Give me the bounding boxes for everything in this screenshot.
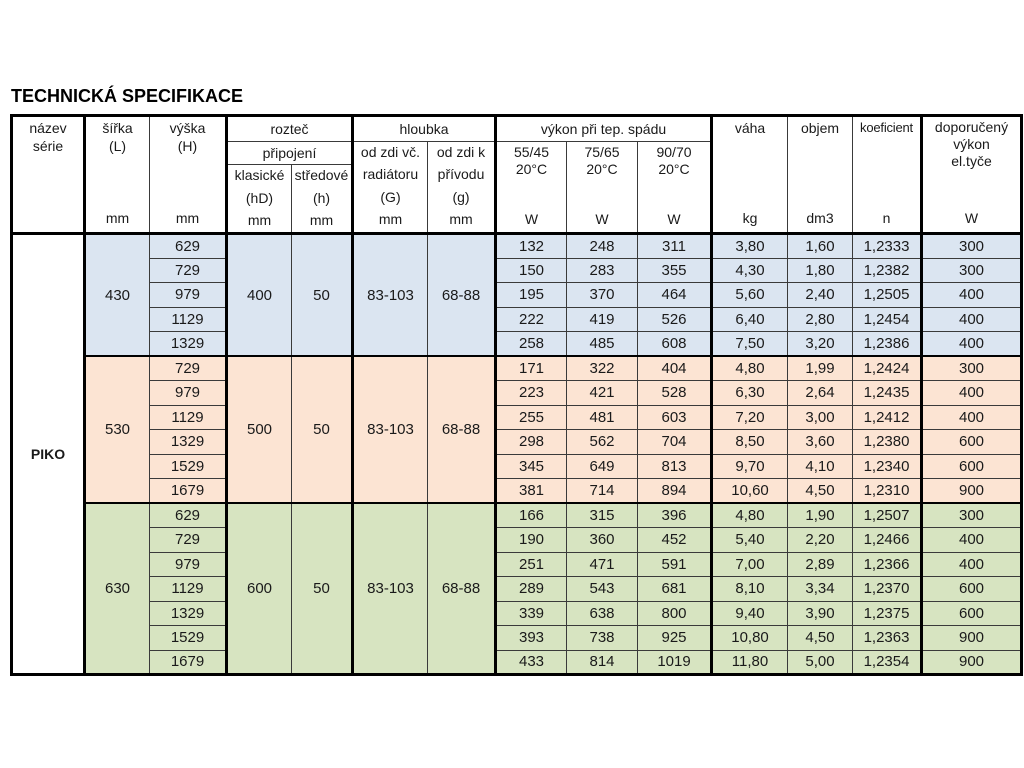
cell-vykon-7565: 471 — [567, 552, 638, 577]
header-t5545-gradient: 55/45 — [513, 144, 550, 160]
cell-vykon-7565: 649 — [567, 454, 638, 479]
cell-objem: 1,60 — [788, 234, 853, 259]
cell-hloubka-g2: 68-88 — [428, 356, 496, 503]
cell-klasicke: 500 — [227, 356, 292, 503]
cell-doporuceny-vykon: 600 — [922, 601, 1022, 626]
header-nazev-serie — [12, 116, 85, 234]
header-objem — [788, 116, 853, 234]
cell-stredove: 50 — [292, 356, 353, 503]
header-stredove-unit: mm — [309, 212, 334, 228]
cell-doporuceny-vykon: 400 — [922, 405, 1022, 430]
table-row — [12, 528, 1022, 553]
cell-vykon-5545: 166 — [496, 503, 567, 528]
cell-vykon-9070: 925 — [638, 626, 712, 651]
cell-koeficient: 1,2412 — [853, 405, 922, 430]
cell-vyska: 1129 — [150, 307, 227, 332]
cell-vaha: 7,50 — [712, 332, 788, 357]
cell-vykon-5545: 345 — [496, 454, 567, 479]
cell-vykon-5545: 255 — [496, 405, 567, 430]
header-koeficient-label: koeficient — [860, 120, 913, 135]
cell-vaha: 6,40 — [712, 307, 788, 332]
cell-doporuceny-vykon: 300 — [922, 356, 1022, 381]
cell-vaha: 4,80 — [712, 356, 788, 381]
cell-koeficient: 1,2366 — [853, 552, 922, 577]
cell-vykon-7565: 419 — [567, 307, 638, 332]
header-doporuceny-line1: doporučený — [934, 119, 1009, 135]
header-sirka-label: šířka — [102, 120, 133, 136]
cell-vyska: 1329 — [150, 332, 227, 357]
header-vykon-5545 — [496, 142, 567, 234]
cell-koeficient: 1,2375 — [853, 601, 922, 626]
cell-koeficient: 1,2454 — [853, 307, 922, 332]
header-vykon-9070 — [638, 142, 712, 234]
cell-vykon-5545: 223 — [496, 381, 567, 406]
cell-doporuceny-vykon: 300 — [922, 258, 1022, 283]
header-od-zdi-k-line1: od zdi k — [436, 144, 486, 160]
cell-objem: 3,00 — [788, 405, 853, 430]
header-doporuceny-line3: el.tyče — [951, 153, 992, 169]
cell-vykon-9070: 1019 — [638, 650, 712, 675]
cell-vyska: 979 — [150, 381, 227, 406]
header-pripojeni: připojení — [227, 142, 353, 165]
cell-objem: 2,80 — [788, 307, 853, 332]
cell-koeficient: 1,2424 — [853, 356, 922, 381]
cell-vykon-7565: 481 — [567, 405, 638, 430]
cell-vaha: 11,80 — [712, 650, 788, 675]
cell-vykon-9070: 681 — [638, 577, 712, 602]
table-row — [12, 332, 1022, 357]
cell-vaha: 4,80 — [712, 503, 788, 528]
cell-vykon-7565: 543 — [567, 577, 638, 602]
header-vykon-group: výkon při tep. spádu — [496, 116, 712, 142]
cell-vaha: 5,60 — [712, 283, 788, 308]
cell-hloubka-g: 83-103 — [353, 234, 428, 357]
cell-vykon-9070: 464 — [638, 283, 712, 308]
cell-doporuceny-vykon: 900 — [922, 650, 1022, 675]
cell-koeficient: 1,2363 — [853, 626, 922, 651]
cell-stredove: 50 — [292, 503, 353, 675]
cell-doporuceny-vykon: 300 — [922, 234, 1022, 259]
cell-vyska: 729 — [150, 528, 227, 553]
header-t5545-unit: W — [524, 211, 539, 227]
page-title: TECHNICKÁ SPECIFIKACE — [11, 86, 244, 106]
cell-klasicke: 400 — [227, 234, 292, 357]
cell-doporuceny-vykon: 600 — [922, 577, 1022, 602]
table-row — [12, 626, 1022, 651]
cell-doporuceny-vykon: 600 — [922, 454, 1022, 479]
cell-vykon-9070: 404 — [638, 356, 712, 381]
header-od-zdi-k-symbol: (g) — [452, 188, 470, 205]
header-od-zdi-vc-line1: od zdi vč. — [360, 144, 421, 160]
table-row — [12, 650, 1022, 675]
header-od-zdi-k-privodu — [428, 142, 496, 234]
header-t5545-temp: 20°C — [515, 161, 548, 177]
cell-koeficient: 1,2354 — [853, 650, 922, 675]
table-row — [12, 552, 1022, 577]
cell-vyska: 1679 — [150, 479, 227, 504]
cell-vykon-5545: 393 — [496, 626, 567, 651]
header-t7565-temp: 20°C — [586, 161, 618, 177]
header-od-zdi-vc-radiatoru — [353, 142, 428, 234]
cell-objem: 4,10 — [788, 454, 853, 479]
cell-vykon-7565: 248 — [567, 234, 638, 259]
header-roztec-group: rozteč — [227, 116, 353, 142]
cell-vykon-5545: 150 — [496, 258, 567, 283]
cell-vyska: 729 — [150, 258, 227, 283]
cell-koeficient: 1,2466 — [853, 528, 922, 553]
header-vyska-symbol: (H) — [177, 138, 198, 154]
cell-vykon-5545: 339 — [496, 601, 567, 626]
cell-vykon-5545: 251 — [496, 552, 567, 577]
header-t7565-unit: W — [595, 211, 609, 227]
header-od-zdi-k-line2: přívodu — [437, 166, 485, 183]
header-vaha-label: váha — [734, 120, 766, 136]
cell-doporuceny-vykon: 400 — [922, 283, 1022, 308]
cell-vykon-9070: 591 — [638, 552, 712, 577]
cell-vyska: 1129 — [150, 577, 227, 602]
cell-koeficient: 1,2505 — [853, 283, 922, 308]
cell-vaha: 7,20 — [712, 405, 788, 430]
table-row — [12, 381, 1022, 406]
cell-vyska: 629 — [150, 234, 227, 259]
cell-stredove: 50 — [292, 234, 353, 357]
cell-vykon-7565: 814 — [567, 650, 638, 675]
header-sirka-unit: mm — [105, 210, 130, 226]
cell-objem: 2,89 — [788, 552, 853, 577]
cell-vykon-9070: 894 — [638, 479, 712, 504]
cell-objem: 4,50 — [788, 626, 853, 651]
cell-objem: 1,80 — [788, 258, 853, 283]
cell-vykon-5545: 190 — [496, 528, 567, 553]
cell-vykon-5545: 381 — [496, 479, 567, 504]
header-vyska — [150, 116, 227, 234]
cell-vyska: 729 — [150, 356, 227, 381]
cell-koeficient: 1,2382 — [853, 258, 922, 283]
header-vyska-unit: mm — [175, 210, 200, 226]
cell-objem: 1,90 — [788, 503, 853, 528]
cell-vykon-7565: 714 — [567, 479, 638, 504]
table-row — [12, 577, 1022, 602]
header-od-zdi-vc-symbol: (G) — [380, 188, 401, 205]
cell-vykon-7565: 485 — [567, 332, 638, 357]
cell-koeficient: 1,2333 — [853, 234, 922, 259]
cell-koeficient: 1,2340 — [853, 454, 922, 479]
cell-vyska: 1679 — [150, 650, 227, 675]
cell-vykon-7565: 738 — [567, 626, 638, 651]
cell-hloubka-g: 83-103 — [353, 356, 428, 503]
cell-vykon-5545: 289 — [496, 577, 567, 602]
header-t9070-unit: W — [667, 211, 681, 227]
cell-objem: 3,20 — [788, 332, 853, 357]
cell-vaha: 8,10 — [712, 577, 788, 602]
cell-klasicke: 600 — [227, 503, 292, 675]
header-klasicke-unit: mm — [247, 212, 272, 228]
cell-vaha: 8,50 — [712, 430, 788, 455]
cell-vykon-9070: 452 — [638, 528, 712, 553]
spec-table — [10, 114, 1023, 676]
cell-vaha: 10,80 — [712, 626, 788, 651]
header-klasicke-symbol: (hD) — [245, 189, 274, 206]
series-name-cell: PIKO — [12, 234, 85, 675]
header-stredove-symbol: (h) — [312, 189, 331, 206]
header-vaha-unit: kg — [742, 210, 758, 226]
cell-vyska: 979 — [150, 552, 227, 577]
cell-koeficient: 1,2386 — [853, 332, 922, 357]
header-t9070-temp: 20°C — [658, 161, 690, 177]
cell-vyska: 1329 — [150, 430, 227, 455]
cell-vykon-9070: 311 — [638, 234, 712, 259]
table-row — [12, 356, 1022, 381]
cell-sirka: 630 — [85, 503, 150, 675]
header-doporuceny-vykon — [922, 116, 1022, 234]
header-t7565-gradient: 75/65 — [584, 144, 620, 160]
cell-koeficient: 1,2435 — [853, 381, 922, 406]
cell-objem: 2,20 — [788, 528, 853, 553]
table-row — [12, 503, 1022, 528]
cell-vaha: 7,00 — [712, 552, 788, 577]
cell-vaha: 9,40 — [712, 601, 788, 626]
cell-sirka: 430 — [85, 234, 150, 357]
table-row — [12, 283, 1022, 308]
header-hloubka-group: hloubka — [353, 116, 496, 142]
cell-objem: 1,99 — [788, 356, 853, 381]
table-row — [12, 307, 1022, 332]
cell-vykon-9070: 396 — [638, 503, 712, 528]
cell-vykon-7565: 315 — [567, 503, 638, 528]
table-row — [12, 601, 1022, 626]
header-nazev-line1: název — [29, 120, 67, 136]
cell-vykon-5545: 195 — [496, 283, 567, 308]
cell-vykon-9070: 813 — [638, 454, 712, 479]
cell-doporuceny-vykon: 400 — [922, 528, 1022, 553]
cell-objem: 4,50 — [788, 479, 853, 504]
cell-vykon-7565: 562 — [567, 430, 638, 455]
cell-vykon-7565: 322 — [567, 356, 638, 381]
cell-vyska: 1529 — [150, 626, 227, 651]
cell-hloubka-g2: 68-88 — [428, 234, 496, 357]
cell-vykon-5545: 171 — [496, 356, 567, 381]
cell-koeficient: 1,2310 — [853, 479, 922, 504]
cell-vykon-9070: 355 — [638, 258, 712, 283]
cell-vykon-9070: 608 — [638, 332, 712, 357]
cell-vykon-9070: 526 — [638, 307, 712, 332]
header-nazev-line2: série — [32, 138, 64, 154]
header-doporuceny-unit: W — [964, 210, 979, 226]
cell-hloubka-g: 83-103 — [353, 503, 428, 675]
header-stredove-label: středové — [294, 167, 349, 183]
cell-vaha: 5,40 — [712, 528, 788, 553]
cell-koeficient: 1,2507 — [853, 503, 922, 528]
cell-vykon-5545: 132 — [496, 234, 567, 259]
header-objem-unit: dm3 — [806, 210, 834, 226]
cell-sirka: 530 — [85, 356, 150, 503]
header-koeficient — [853, 116, 922, 234]
cell-objem: 3,34 — [788, 577, 853, 602]
cell-vykon-7565: 283 — [567, 258, 638, 283]
cell-objem: 5,00 — [788, 650, 853, 675]
cell-vykon-5545: 258 — [496, 332, 567, 357]
header-od-zdi-vc-unit: mm — [378, 210, 403, 227]
header-t9070-gradient: 90/70 — [656, 144, 692, 160]
header-koeficient-unit: n — [882, 210, 891, 226]
cell-doporuceny-vykon: 400 — [922, 381, 1022, 406]
header-vyska-label: výška — [169, 120, 206, 136]
cell-vaha: 3,80 — [712, 234, 788, 259]
cell-objem: 2,40 — [788, 283, 853, 308]
header-sirka-symbol: (L) — [108, 138, 127, 154]
cell-doporuceny-vykon: 400 — [922, 552, 1022, 577]
header-klasicke-label: klasické — [234, 167, 285, 183]
cell-vykon-7565: 421 — [567, 381, 638, 406]
header-vykon-7565 — [567, 142, 638, 234]
table-row — [12, 258, 1022, 283]
cell-vykon-9070: 704 — [638, 430, 712, 455]
cell-vykon-9070: 528 — [638, 381, 712, 406]
cell-vyska: 979 — [150, 283, 227, 308]
cell-vykon-5545: 298 — [496, 430, 567, 455]
header-od-zdi-vc-line2: radiátoru — [362, 166, 419, 183]
cell-vykon-5545: 433 — [496, 650, 567, 675]
cell-vyska: 1129 — [150, 405, 227, 430]
table-row — [12, 479, 1022, 504]
cell-objem: 2,64 — [788, 381, 853, 406]
table-row — [12, 234, 1022, 259]
cell-vaha: 4,30 — [712, 258, 788, 283]
cell-vaha: 6,30 — [712, 381, 788, 406]
header-sirka — [85, 116, 150, 234]
table-row — [12, 405, 1022, 430]
cell-vykon-7565: 360 — [567, 528, 638, 553]
header-doporuceny-line2: výkon — [953, 136, 990, 152]
cell-vyska: 1329 — [150, 601, 227, 626]
header-objem-label: objem — [800, 120, 840, 136]
cell-vyska: 629 — [150, 503, 227, 528]
table-row — [12, 430, 1022, 455]
cell-hloubka-g2: 68-88 — [428, 503, 496, 675]
cell-koeficient: 1,2380 — [853, 430, 922, 455]
cell-vykon-5545: 222 — [496, 307, 567, 332]
cell-objem: 3,90 — [788, 601, 853, 626]
cell-vykon-9070: 603 — [638, 405, 712, 430]
cell-vykon-9070: 800 — [638, 601, 712, 626]
header-od-zdi-k-unit: mm — [449, 210, 473, 227]
cell-vykon-7565: 370 — [567, 283, 638, 308]
cell-doporuceny-vykon: 300 — [922, 503, 1022, 528]
cell-doporuceny-vykon: 400 — [922, 332, 1022, 357]
cell-doporuceny-vykon: 600 — [922, 430, 1022, 455]
header-stredove — [292, 165, 353, 234]
cell-doporuceny-vykon: 400 — [922, 307, 1022, 332]
cell-vykon-7565: 638 — [567, 601, 638, 626]
header-klasicke — [227, 165, 292, 234]
cell-objem: 3,60 — [788, 430, 853, 455]
cell-doporuceny-vykon: 900 — [922, 479, 1022, 504]
cell-doporuceny-vykon: 900 — [922, 626, 1022, 651]
cell-vaha: 10,60 — [712, 479, 788, 504]
table-row — [12, 454, 1022, 479]
header-vaha — [712, 116, 788, 234]
cell-vaha: 9,70 — [712, 454, 788, 479]
cell-vyska: 1529 — [150, 454, 227, 479]
cell-koeficient: 1,2370 — [853, 577, 922, 602]
